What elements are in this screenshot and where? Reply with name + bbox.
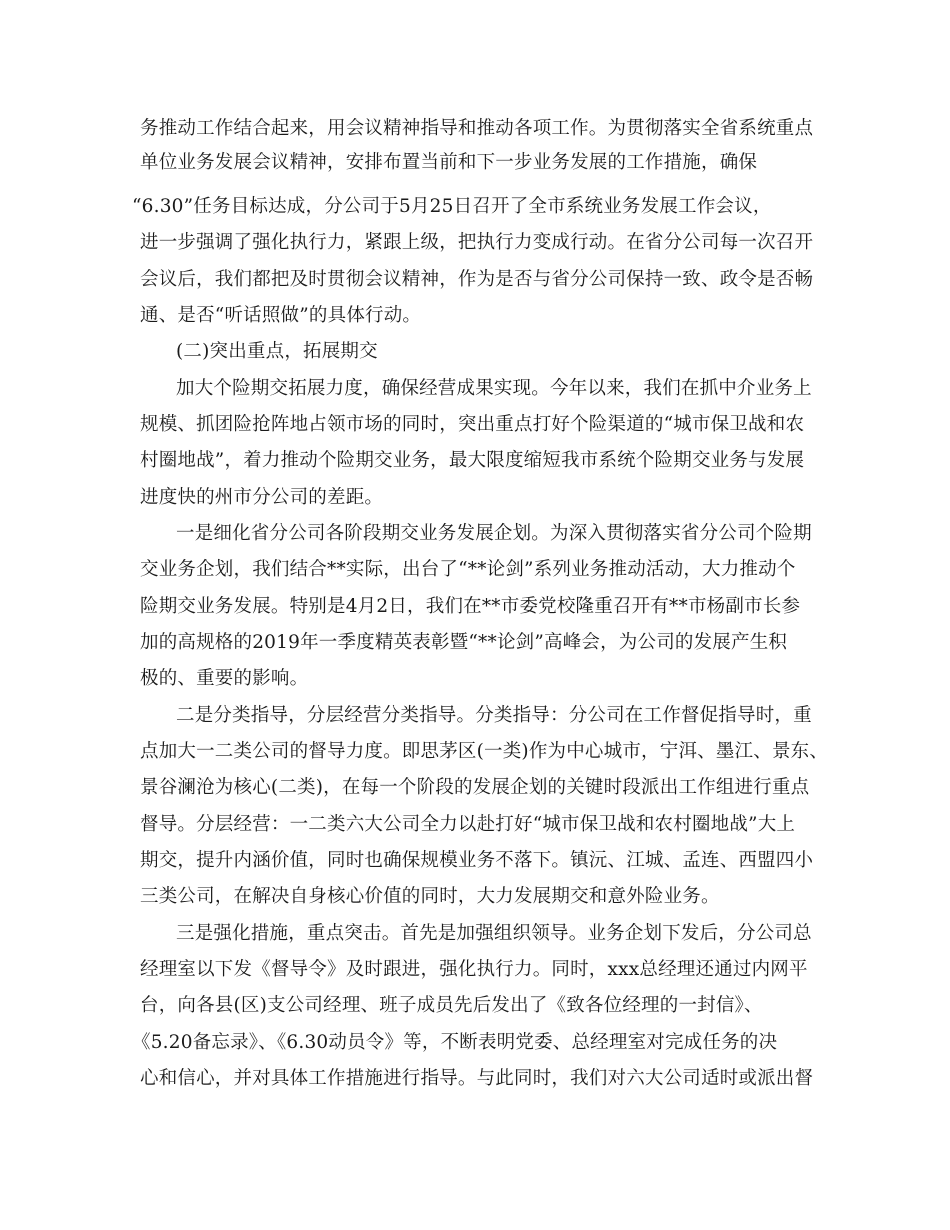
text-line: 加的高规格的2019年一季度精英表彰暨“**论剑”高峰会，为公司的发展产生积 — [140, 632, 788, 653]
text-line: 三是强化措施，重点突击。首先是加强组织领导。业务企划下发后，分公司总 — [176, 923, 812, 944]
text-line: 规模、抓团险抢阵地占领市场的同时，突出重点打好个险渠道的“城市保卫战和农 — [140, 414, 805, 435]
text-line: 加大个险期交拓展力度，确保经营成果实现。今年以来，我们在抓中介业务上 — [176, 378, 812, 399]
text-line: 交业务企划，我们结合**实际，出台了“**论剑”系列业务推动活动，大力推动个 — [140, 559, 796, 580]
text-line: 台，向各县(区)支公司经理、班子成员先后发出了《致各位经理的一封信》、 — [140, 995, 763, 1016]
text-line: “6.30”任务目标达成，分公司于5月25日召开了全市系统业务发展工作会议， — [132, 196, 772, 217]
text-line: 险期交业务发展。特别是4月2日，我们在**市委党校隆重召开有**市杨副市长参 — [140, 596, 801, 617]
text-line: 极的、重要的影响。 — [140, 668, 309, 689]
section-heading: (二)突出重点，拓展期交 — [176, 341, 378, 362]
text-line: 务推动工作结合起来，用会议精神指导和推动各项工作。为贯彻落实全省系统重点 — [140, 118, 814, 139]
text-line: 会议后，我们都把及时贯彻会议精神，作为是否与省分公司保持一致、政令是否畅 — [140, 269, 814, 290]
text-line: 点加大一二类公司的督导力度。即思茅区(一类)作为中心城市，宁洱、墨江、景东、 — [140, 741, 829, 762]
text-line: 督导。分层经营：一二类六大公司全力以赴打好“城市保卫战和农村圈地战”大上 — [140, 814, 796, 835]
text-line: 三类公司，在解决自身核心价值的同时，大力发展期交和意外险业务。 — [140, 886, 720, 907]
text-line: 进一步强调了强化执行力，紧跟上级，把执行力变成行动。在省分公司每一次召开 — [140, 232, 814, 253]
text-line: 进度快的州市分公司的差距。 — [140, 487, 384, 508]
text-line: 通、是否“听话照做”的具体行动。 — [140, 305, 422, 326]
text-line: 期交，提升内涵价值，同时也确保规模业务不落下。镇沅、江城、孟连、西盟四小 — [140, 850, 814, 871]
text-line: 景谷澜沧为核心(二类)，在每一个阶段的发展企划的关键时段派出工作组进行重点 — [140, 777, 810, 798]
text-line: 经理室以下发《督导令》及时跟进，强化执行力。同时，xxx总经理还通过内网平 — [140, 959, 808, 980]
text-line: 心和信心，并对具体工作措施进行指导。与此同时，我们对六大公司适时或派出督 — [140, 1068, 814, 1089]
text-line: 单位业务发展会议精神，安排布置当前和下一步业务发展的工作措施，确保 — [140, 152, 758, 173]
text-line: 村圈地战”，着力推动个险期交业务，最大限度缩短我市系统个险期交业务与发展 — [140, 450, 805, 471]
text-line: 二是分类指导，分层经营分类指导。分类指导：分公司在工作督促指导时，重 — [176, 705, 812, 726]
text-line: 《5.20备忘录》、《6.30动员令》等，不断表明党委、总经理室对完成任务的决 — [132, 1032, 778, 1053]
text-line: 一是细化省分公司各阶段期交业务发展企划。为深入贯彻落实省分公司个险期 — [176, 523, 812, 544]
